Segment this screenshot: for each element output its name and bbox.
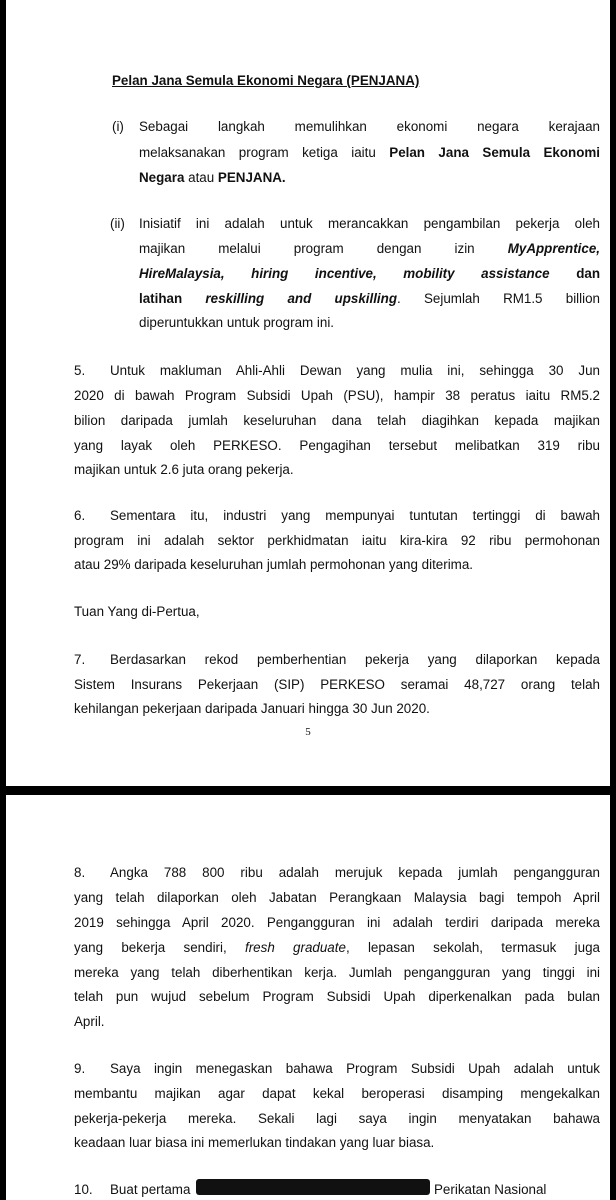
list-item-line: latihan reskilling and upskilling. Sejumlah RM1.5 billion: [139, 291, 600, 306]
paragraph-line: 2020 di bawah Program Subsidi Upah (PSU), hampir 38 peratus iaitu RM5.2: [74, 388, 600, 403]
salutation: Tuan Yang di-Pertua,: [74, 604, 200, 619]
document-page-6: [6, 795, 610, 1200]
paragraph-line: telah pun wujud sebelum Program Subsidi Upah diperkenalkan pada bulan: [74, 989, 600, 1004]
paragraph-line: yang layak oleh PERKESO. Pengagihan tersebut melibatkan 319 ribu: [74, 438, 600, 453]
paragraph-number: 8.: [74, 865, 86, 880]
list-item-line: Negara atau PENJANA.: [139, 170, 286, 185]
paragraph-line: yang bekerja sendiri, fresh graduate, lepasan sekolah, termasuk juga: [74, 940, 600, 955]
paragraph-line: Untuk makluman Ahli-Ahli Dewan yang mulia ini, sehingga 30 Jun: [110, 363, 600, 378]
paragraph-line: Berdasarkan rekod pemberhentian pekerja yang dilaporkan kepada: [110, 652, 600, 667]
list-item-line: Sebagai langkah memulihkan ekonomi negara kerajaan: [139, 119, 600, 134]
list-item-number: (i): [112, 119, 124, 134]
paragraph-number: 10.: [74, 1182, 93, 1197]
paragraph-line: mereka yang telah diberhentikan kerja. Jumlah pengangguran yang tinggi ini: [74, 965, 600, 980]
paragraph-line: kehilangan pekerjaan daripada Januari hingga 30 Jun 2020.: [74, 701, 430, 716]
page-number: 5: [305, 726, 311, 738]
paragraph-line-end: Perikatan Nasional: [434, 1182, 547, 1197]
paragraph-line: April.: [74, 1014, 105, 1029]
list-item-number: (ii): [110, 216, 125, 231]
paragraph-line: Sistem Insurans Pekerjaan (SIP) PERKESO seramai 48,727 orang telah: [74, 677, 600, 692]
paragraph-line: Saya ingin menegaskan bahawa Program Subsidi Upah adalah untuk: [110, 1061, 600, 1076]
paragraph-line: Angka 788 800 ribu adalah merujuk kepada jumlah pengangguran: [110, 865, 600, 880]
paragraph-line: majikan untuk 2.6 juta orang pekerja.: [74, 462, 294, 477]
paragraph-line: atau 29% daripada keseluruhan jumlah permohonan yang diterima.: [74, 557, 473, 572]
paragraph-number: 7.: [74, 652, 86, 667]
paragraph-line: yang telah dilaporkan oleh Jabatan Perangkaan Malaysia bagi tempoh April: [74, 890, 600, 905]
paragraph-number: 6.: [74, 508, 86, 523]
paragraph-line: Sementara itu, industri yang mempunyai tuntutan tertinggi di bawah: [110, 508, 600, 523]
document-page-5: [6, 0, 610, 786]
list-item-line: majikan melalui program dengan izin MyApprentice,: [139, 241, 600, 256]
paragraph-number: 5.: [74, 363, 86, 378]
paragraph-line: program ini adalah sektor perkhidmatan iaitu kira-kira 92 ribu permohonan: [74, 533, 600, 548]
paragraph-line: 2019 sehingga April 2020. Pengangguran ini adalah terdiri daripada mereka: [74, 915, 600, 930]
redaction-mark: [196, 1179, 430, 1195]
list-item-line: Inisiatif ini adalah untuk merancakkan pengambilan pekerja oleh: [139, 216, 600, 231]
list-item-line: diperuntukkan untuk program ini.: [139, 315, 335, 330]
list-item-line: melaksanakan program ketiga iaitu Pelan Jana Semula Ekonomi: [139, 145, 600, 160]
paragraph-line: keadaan luar biasa ini memerlukan tindakan yang luar biasa.: [74, 1135, 435, 1150]
paragraph-line: membantu majikan agar dapat kekal beroperasi disamping mengekalkan: [74, 1086, 600, 1101]
list-item-line: HireMalaysia, hiring incentive, mobility assistance dan: [139, 266, 601, 281]
section-heading: Pelan Jana Semula Ekonomi Negara (PENJANA): [112, 73, 420, 88]
paragraph-line-start: Buat pertama: [110, 1182, 191, 1197]
paragraph-number: 9.: [74, 1061, 86, 1076]
paragraph-line: bilion daripada jumlah keseluruhan dana telah diagihkan kepada majikan: [74, 413, 600, 428]
paragraph-line: pekerja-pekerja mereka. Sekali lagi saya ingin menyatakan bahawa: [74, 1111, 600, 1126]
